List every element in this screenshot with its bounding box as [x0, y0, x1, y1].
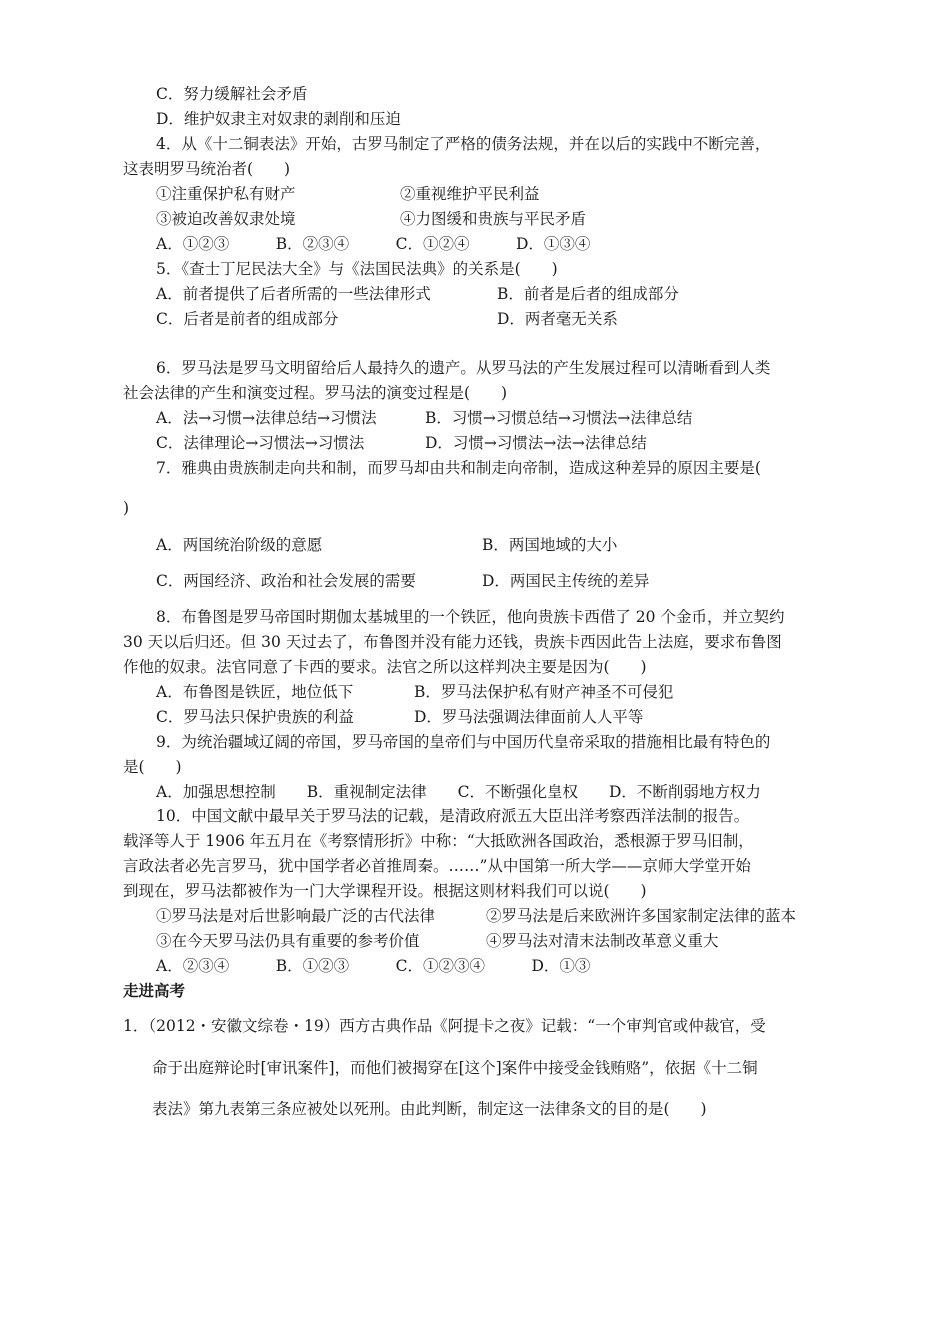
gaokao-q1-line2: 命于出庭辩论时[审讯案件]，而他们被揭穿在[这个]案件中接受金钱贿赂”，依据《十二铜: [152, 1059, 758, 1077]
section-title: 走进高考: [123, 982, 186, 1000]
q5-option-b: B．前者是后者的组成部分: [497, 285, 679, 303]
q10-stem-line4: 到现在，罗马法都被作为一门大学课程开设。根据这则材料我们可以说( ): [123, 882, 647, 900]
q7-option-d: D．两国民主传统的差异: [482, 572, 650, 590]
q6-option-d: D．习惯→习惯法→法→法律总结: [425, 434, 647, 452]
q6-option-a: A．法→习惯→法律总结→习惯法: [156, 409, 377, 427]
q4-options: A．①②③ B．②③④ C．①②④ D．①③④: [156, 235, 591, 253]
q10-stem-line2: 载泽等人于 1906 年五月在《考察情形折》中称：“大抵欧洲各国政治，悉根源于罗马旧制，: [123, 832, 754, 850]
q8-option-c: C．罗马法只保护贵族的利益: [156, 708, 354, 726]
q4-stem-line2: 这表明罗马统治者( ): [123, 160, 291, 178]
q4-item-3: ③被迫改善奴隶处境: [156, 210, 296, 228]
gaokao-q1-line1: 1．（2012・安徽文综卷・19）西方古典作品《阿提卡之夜》记载：“一个审判官或仲裁官，受: [123, 1017, 766, 1035]
q8-option-d: D．罗马法强调法律面前人人平等: [414, 708, 644, 726]
q9-stem-line1: 9．为统治疆域辽阔的帝国，罗马帝国的皇帝们与中国历代皇帝采取的措施相比最有特色的: [156, 733, 771, 751]
q5-option-a: A．前者提供了后者所需的一些法律形式: [156, 285, 431, 303]
q10-item-4: ④罗马法对清末法制改革意义重大: [486, 932, 719, 950]
q8-stem-line1: 8．布鲁图是罗马帝国时期伽太基城里的一个铁匠，他向贵族卡西借了 20 个金币，并立契约: [156, 608, 785, 626]
q6-option-c: C．法律理论→习惯法→习惯法: [156, 434, 365, 452]
q6-option-b: B．习惯→习惯总结→习惯法→法律总结: [425, 409, 693, 427]
q10-item-1: ①罗马法是对后世影响最广泛的古代法律: [156, 907, 436, 925]
q7-option-b: B．两国地域的大小: [482, 536, 618, 554]
q8-stem-line3: 作他的奴隶。法官同意了卡西的要求。法官之所以这样判决主要是因为( ): [123, 658, 647, 676]
q4-stem-line1: 4．从《十二铜表法》开始，古罗马制定了严格的债务法规，并在以后的实践中不断完善，: [156, 135, 771, 153]
q4-item-4: ④力图缓和贵族与平民矛盾: [400, 210, 587, 228]
q5-stem: 5．《查士丁尼民法大全》与《法国民法典》的关系是( ): [156, 260, 558, 278]
q3-option-d: D．维护奴隶主对奴隶的剥削和压迫: [156, 110, 401, 128]
gaokao-q1-line3: 表法》第九表第三条应被处以死刑。由此判断，制定这一法律条文的目的是( ): [152, 1100, 707, 1118]
q5-option-c: C．后者是前者的组成部分: [156, 310, 339, 328]
q10-options: A．②③④ B．①②③ C．①②③④ D．①③: [156, 957, 591, 975]
q10-stem-line1: 10．中国文献中最早关于罗马法的记载，是清政府派五大臣出洋考察西洋法制的报告。: [156, 807, 750, 825]
q4-item-1: ①注重保护私有财产: [156, 185, 296, 203]
q9-stem-line2: 是( ): [123, 758, 182, 776]
q6-stem-line1: 6．罗马法是罗马文明留给后人最持久的遗产。从罗马法的产生发展过程可以清晰看到人类: [156, 359, 771, 377]
q7-option-a: A．两国统治阶级的意愿: [156, 536, 323, 554]
q9-options: A．加强思想控制 B．重视制定法律 C．不断强化皇权 D．不断削弱地方权力: [156, 783, 761, 801]
q5-option-d: D．两者毫无关系: [497, 310, 618, 328]
q8-option-b: B．罗马法保护私有财产神圣不可侵犯: [414, 683, 674, 701]
q4-item-2: ②重视维护平民利益: [400, 185, 540, 203]
q7-option-c: C．两国经济、政治和社会发展的需要: [156, 572, 416, 590]
q10-stem-line3: 言政法者必先言罗马，犹中国学者必首推周秦。……”从中国第一所大学——京师大学堂开始: [123, 857, 751, 875]
q6-stem-line2: 社会法律的产生和演变过程。罗马法的演变过程是( ): [123, 384, 508, 402]
q10-item-3: ③在今天罗马法仍具有重要的参考价值: [156, 932, 420, 950]
q10-item-2: ②罗马法是后来欧洲许多国家制定法律的蓝本: [486, 907, 797, 925]
q7-stem-line2: ): [123, 499, 130, 517]
q8-option-a: A．布鲁图是铁匠，地位低下: [156, 683, 354, 701]
q7-stem-line1: 7．雅典由贵族制走向共和制，而罗马却由共和制走向帝制，造成这种差异的原因主要是(: [156, 459, 761, 477]
q8-stem-line2: 30 天以后归还。但 30 天过去了，布鲁图并没有能力还钱，贵族卡西因此告上法庭，要求布鲁图: [123, 633, 782, 651]
q3-option-c: C．努力缓解社会矛盾: [156, 85, 308, 103]
